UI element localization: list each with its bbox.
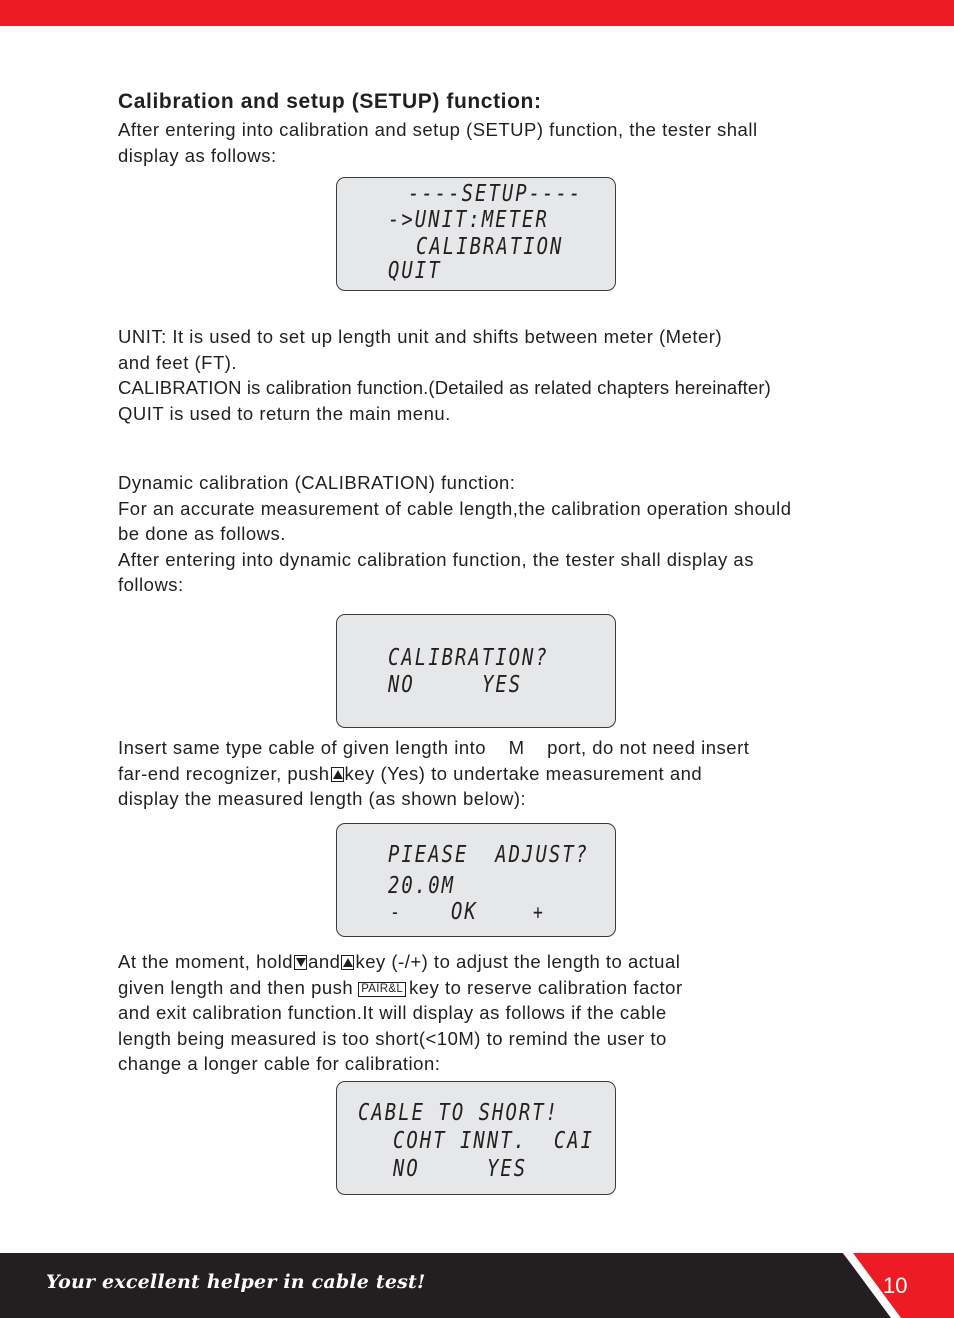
lcd-calibration-screen: [336, 614, 616, 728]
lcd-minus: -: [390, 900, 402, 924]
lcd-ok: OK: [451, 899, 478, 925]
text-line: and feet (FT).: [118, 351, 238, 373]
up-arrow-key-icon: [341, 955, 354, 970]
text-fragment: far-end recognizer, push: [118, 762, 330, 784]
lcd-line: COHT INNT. CAI: [393, 1128, 595, 1154]
text-line: After entering into calibration and setup (SETUP) function, the tester shall: [118, 119, 758, 140]
adjust-description: [118, 949, 898, 1077]
text-line: CALIBRATION is calibration function.(Detailed as related chapters hereinafter): [118, 377, 771, 399]
text-fragment: key to reserve calibration factor: [409, 976, 683, 998]
pair-key-icon: PAIR&L: [358, 982, 406, 997]
text-line: [118, 761, 898, 787]
lcd-line: NO: [393, 1156, 420, 1182]
lcd-line: CALIBRATION: [416, 234, 564, 260]
text-fragment: At the moment, hold: [118, 951, 294, 972]
calibration-description: [118, 470, 898, 598]
text-line: and exit calibration function.It will display as follows if the cable: [118, 1002, 667, 1024]
lcd-line: CABLE TO SHORT!: [358, 1100, 560, 1126]
text-line: [118, 975, 898, 1001]
lcd-line: ----SETUP----: [408, 181, 583, 207]
lcd-line: NO: [388, 672, 415, 698]
page-number: 10: [883, 1273, 908, 1298]
top-red-bar: [0, 0, 954, 26]
section-heading: Calibration and setup (SETUP) function:: [118, 90, 542, 113]
insert-description: [118, 735, 898, 812]
lcd-line: PIEASE ADJUST?: [388, 842, 590, 868]
text-line: be done as follows.: [118, 523, 286, 545]
lcd-line: QUIT: [388, 258, 442, 284]
text-line: display the measured length (as shown below):: [118, 788, 527, 810]
text-line: change a longer cable for calibration:: [118, 1053, 441, 1075]
lcd-line: ->UNIT:METER: [388, 207, 549, 233]
lcd-line: YES: [482, 672, 523, 698]
text-line: display as follows:: [118, 144, 277, 166]
text-fragment: key (Yes) to undertake measurement and: [344, 762, 703, 784]
setup-description: [118, 324, 898, 426]
lcd-adjust-screen: [336, 823, 616, 937]
up-arrow-key-icon: [331, 767, 344, 782]
text-line: After entering into dynamic calibration function, the tester shall display as: [118, 548, 754, 570]
lcd-line: 20.0M: [388, 873, 456, 899]
text-line: follows:: [118, 574, 184, 596]
lcd-plus: +: [533, 900, 545, 924]
lcd-short-cable-screen: [336, 1081, 616, 1195]
footer-slogan: Your excellent helper in cable test!: [46, 1271, 426, 1293]
text-line: UNIT: It is used to set up length unit and shifts between meter (Meter): [118, 326, 723, 347]
text-line: For an accurate measurement of cable length,the calibration operation should: [118, 497, 792, 519]
text-fragment: given length and then push: [118, 976, 354, 998]
page-footer: [0, 1253, 954, 1318]
lcd-setup-screen: [336, 177, 616, 291]
text-fragment: and: [308, 951, 341, 972]
lcd-line: CALIBRATION?: [388, 645, 549, 671]
text-line: [118, 949, 898, 975]
text-fragment: key (-/+) to adjust the length to actual: [355, 951, 681, 972]
text-line: Dynamic calibration (CALIBRATION) function:: [118, 472, 516, 493]
text-line: length being measured is too short(<10M) to remind the user to: [118, 1027, 667, 1049]
down-arrow-key-icon: [294, 955, 307, 970]
intro-paragraph: [118, 117, 898, 168]
text-line: QUIT is used to return the main menu.: [118, 402, 451, 424]
text-line: Insert same type cable of given length into M port, do not need insert: [118, 737, 750, 758]
lcd-line: YES: [487, 1156, 528, 1182]
